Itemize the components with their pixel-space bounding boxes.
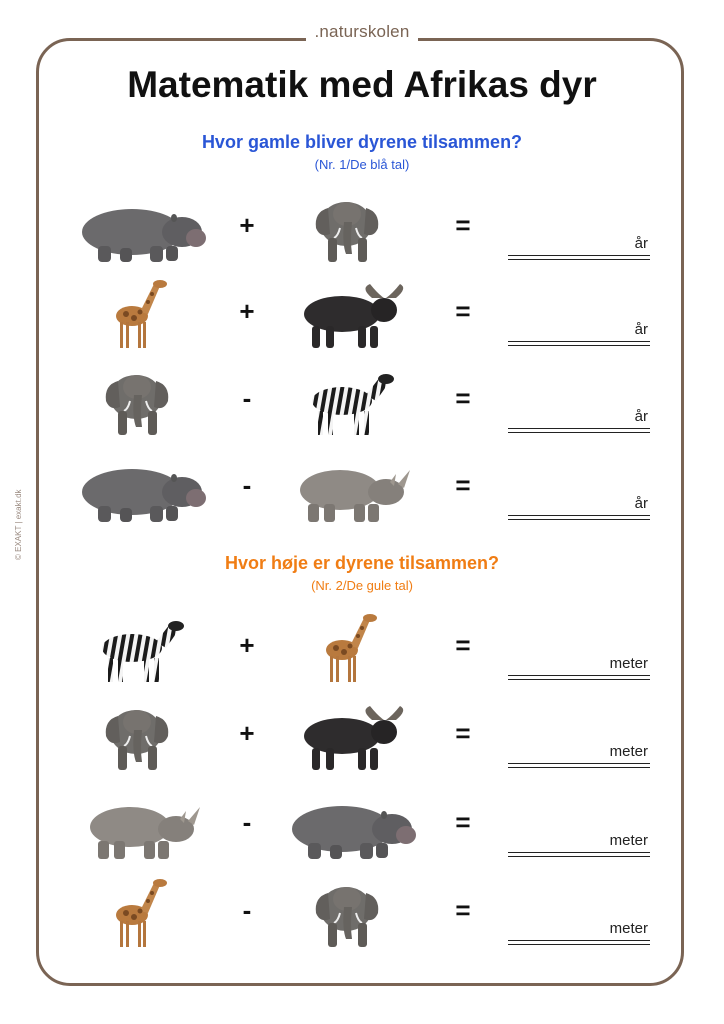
- operator-sign: +: [239, 296, 255, 326]
- hippo-icon: [70, 448, 210, 528]
- buffalo-icon: [280, 274, 420, 354]
- equation-row: [60, 448, 660, 528]
- rhino-icon: [280, 448, 420, 528]
- answer-line: [508, 767, 650, 768]
- equals-sign: =: [455, 630, 471, 660]
- answer-line: [508, 255, 650, 256]
- answer-field[interactable]: [508, 815, 650, 857]
- unit-label: år: [634, 321, 648, 338]
- section-heading: Hvor høje er dyrene tilsammen?: [224, 553, 500, 573]
- answer-line: [508, 432, 650, 433]
- unit-label: meter: [609, 832, 648, 849]
- elephant-icon: [280, 873, 420, 953]
- unit-label: år: [634, 235, 648, 252]
- answer-field[interactable]: [508, 903, 650, 945]
- section-subheading: (Nr. 1/De blå tal): [314, 157, 410, 172]
- equation-row: [60, 873, 660, 953]
- equals-sign: =: [455, 807, 471, 837]
- answer-line: [508, 675, 650, 676]
- answer-line: [508, 856, 650, 857]
- equation-row: [60, 785, 660, 865]
- equals-sign: =: [455, 383, 471, 413]
- answer-line: [508, 763, 650, 764]
- buffalo-icon: [280, 696, 420, 776]
- answer-field[interactable]: [508, 304, 650, 346]
- rhino-icon: [70, 785, 210, 865]
- answer-field[interactable]: [508, 726, 650, 768]
- operator-sign: +: [239, 630, 255, 660]
- elephant-icon: [70, 361, 210, 441]
- equals-sign: =: [455, 895, 471, 925]
- answer-field[interactable]: [508, 638, 650, 680]
- zebra-icon: [70, 608, 210, 688]
- equation-row: [60, 361, 660, 441]
- answer-line: [508, 345, 650, 346]
- unit-label: år: [634, 408, 648, 425]
- equation-row: [60, 608, 660, 688]
- operator-sign: -: [242, 470, 252, 500]
- unit-label: meter: [609, 743, 648, 760]
- answer-line: [508, 679, 650, 680]
- equals-sign: =: [455, 296, 471, 326]
- answer-line: [508, 515, 650, 516]
- operator-sign: -: [242, 895, 252, 925]
- equals-sign: =: [455, 718, 471, 748]
- answer-line: [508, 428, 650, 429]
- answer-line: [508, 259, 650, 260]
- unit-label: år: [634, 495, 648, 512]
- hippo-icon: [280, 785, 420, 865]
- section-subheading: (Nr. 2/De gule tal): [311, 578, 413, 593]
- elephant-icon: [70, 696, 210, 776]
- operator-sign: +: [239, 210, 255, 240]
- equation-row: [60, 274, 660, 354]
- section-heading: Hvor gamle bliver dyrene tilsammen?: [201, 132, 523, 152]
- giraffe-icon: [280, 608, 420, 688]
- equation-row: [60, 188, 660, 268]
- operator-sign: -: [242, 383, 252, 413]
- copyright-note: © EXAKT | exakt.dk: [14, 489, 23, 560]
- brand-logo: .naturskolen: [306, 22, 417, 42]
- zebra-icon: [280, 361, 420, 441]
- elephant-icon: [280, 188, 420, 268]
- answer-field[interactable]: [508, 478, 650, 520]
- answer-line: [508, 341, 650, 342]
- equals-sign: =: [455, 210, 471, 240]
- equals-sign: =: [455, 470, 471, 500]
- answer-line: [508, 519, 650, 520]
- answer-line: [508, 944, 650, 945]
- answer-line: [508, 852, 650, 853]
- brand-label-wrap: [0, 22, 724, 42]
- operator-sign: +: [239, 718, 255, 748]
- operator-sign: -: [242, 807, 252, 837]
- unit-label: meter: [609, 920, 648, 937]
- equation-row: [60, 696, 660, 776]
- giraffe-icon: [70, 873, 210, 953]
- answer-line: [508, 940, 650, 941]
- answer-field[interactable]: [508, 391, 650, 433]
- giraffe-icon: [70, 274, 210, 354]
- page-title: Matematik med Afrikas dyr: [127, 64, 597, 105]
- unit-label: meter: [609, 655, 648, 672]
- hippo-icon: [70, 188, 210, 268]
- answer-field[interactable]: [508, 218, 650, 260]
